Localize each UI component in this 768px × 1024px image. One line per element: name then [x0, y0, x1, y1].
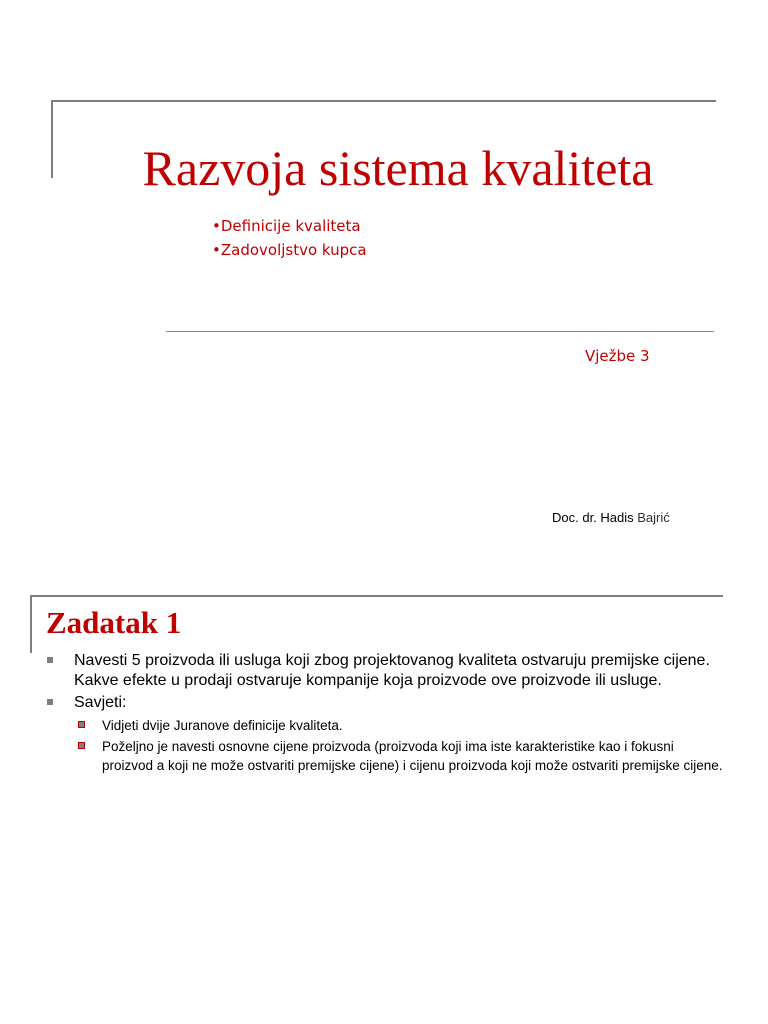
filled-square-icon — [47, 657, 53, 663]
author-surname: Bajrić — [637, 510, 670, 525]
bullet-item: •Definicije kvaliteta — [212, 217, 361, 235]
frame-top-line — [30, 595, 723, 597]
bullet-item: •Zadovoljstvo kupca — [212, 241, 367, 259]
filled-square-icon — [47, 699, 53, 705]
list-item — [74, 651, 724, 691]
sub-list — [102, 716, 724, 775]
list-item-text: Navesti 5 proizvoda ili usluga koji zbog projektovanog kvaliteta ostvaruju premijske cijene. Kakve efekte u prodaji ostvaruje kompanije koja proizvode ove proizvode ili usluge. — [74, 652, 710, 689]
list-item — [74, 693, 724, 775]
sub-list-item-text: Vidjeti dvije Juranove definicije kvaliteta. — [102, 718, 343, 733]
slide-title: Razvoja sistema kvaliteta — [142, 140, 654, 196]
author — [552, 510, 670, 525]
frame-top-line — [51, 100, 716, 102]
sub-list-item — [102, 716, 724, 735]
author-prefix: Doc. dr. Hadis — [552, 510, 638, 525]
sub-list-item — [102, 737, 724, 775]
list-item-text: Savjeti: — [74, 694, 127, 711]
hollow-square-icon — [78, 721, 85, 728]
hollow-square-icon — [78, 742, 85, 749]
content-list — [74, 651, 724, 777]
slide-2 — [0, 575, 768, 1024]
frame-left-line — [30, 595, 32, 653]
slide-subtitle: Vježbe 3 — [585, 347, 650, 365]
divider-line — [166, 331, 714, 332]
slide-title: Zadatak 1 — [46, 605, 182, 640]
sub-list-item-text: Poželjno je navesti osnovne cijene proizvoda (proizvoda koji ima iste karakteristike kao i fokusni proizvod a koji ne može ostvariti premijske cijene) i cijenu proizvoda koji može ostvariti premijske cijene. — [102, 739, 723, 773]
title-bullet-list — [212, 214, 367, 262]
